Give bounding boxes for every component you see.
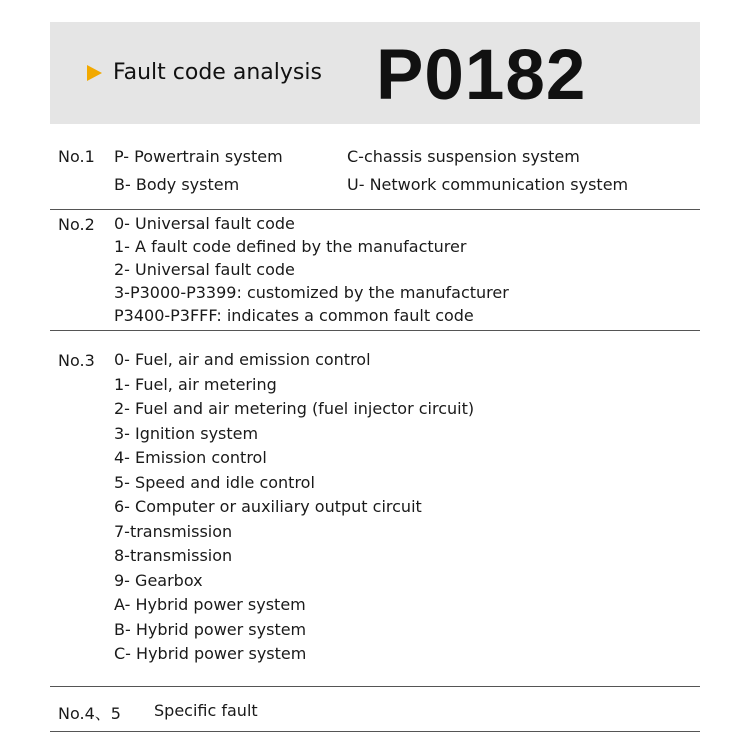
list-item: 2- Fuel and air metering (fuel injector circuit) (114, 399, 475, 418)
section-1-item: B- Body system (114, 175, 240, 194)
divider (50, 686, 700, 687)
fault-code: P0182 (376, 36, 587, 115)
list-item: 3-P3000-P3399: customized by the manufacturer (114, 283, 509, 302)
list-item: A- Hybrid power system (114, 595, 306, 614)
divider (50, 209, 700, 210)
section-2-label: No.2 (58, 215, 95, 234)
section-3-list (114, 348, 474, 667)
section-1-label: No.1 (58, 147, 95, 166)
section-1-item: P- Powertrain system (114, 147, 283, 166)
header-banner (50, 22, 700, 124)
list-item: 0- Fuel, air and emission control (114, 350, 371, 369)
section-4-label: No.4、5 (58, 704, 121, 723)
list-item: 3- Ignition system (114, 423, 259, 443)
divider (50, 330, 700, 331)
list-item: 9- Gearbox (114, 570, 203, 590)
list-item: 5- Speed and idle control (114, 472, 315, 492)
list-item: 0- Universal fault code (114, 214, 295, 233)
section-2-list (114, 212, 509, 327)
list-item: 6- Computer or auxiliary output circuit (114, 497, 422, 516)
list-item: B- Hybrid power system (114, 619, 307, 639)
list-item: P3400-P3FFF: indicates a common fault code (114, 306, 474, 325)
list-item: 7-transmission (114, 521, 233, 541)
list-item: 1- Fuel, air metering (114, 374, 277, 394)
section-1-item: C-chassis suspension system (347, 147, 580, 166)
list-item: 8-transmission (114, 546, 233, 565)
list-item: C- Hybrid power system (114, 644, 307, 663)
section-4-text: Specific fault (154, 701, 258, 720)
divider (50, 731, 700, 732)
header-title: Fault code analysis (113, 60, 322, 85)
list-item: 2- Universal fault code (114, 260, 295, 279)
section-1-item: U- Network communication system (347, 175, 629, 194)
triangle-arrow-icon (87, 65, 102, 81)
list-item: 1- A fault code defined by the manufacturer (114, 237, 467, 256)
section-3-label: No.3 (58, 351, 95, 370)
list-item: 4- Emission control (114, 448, 267, 467)
